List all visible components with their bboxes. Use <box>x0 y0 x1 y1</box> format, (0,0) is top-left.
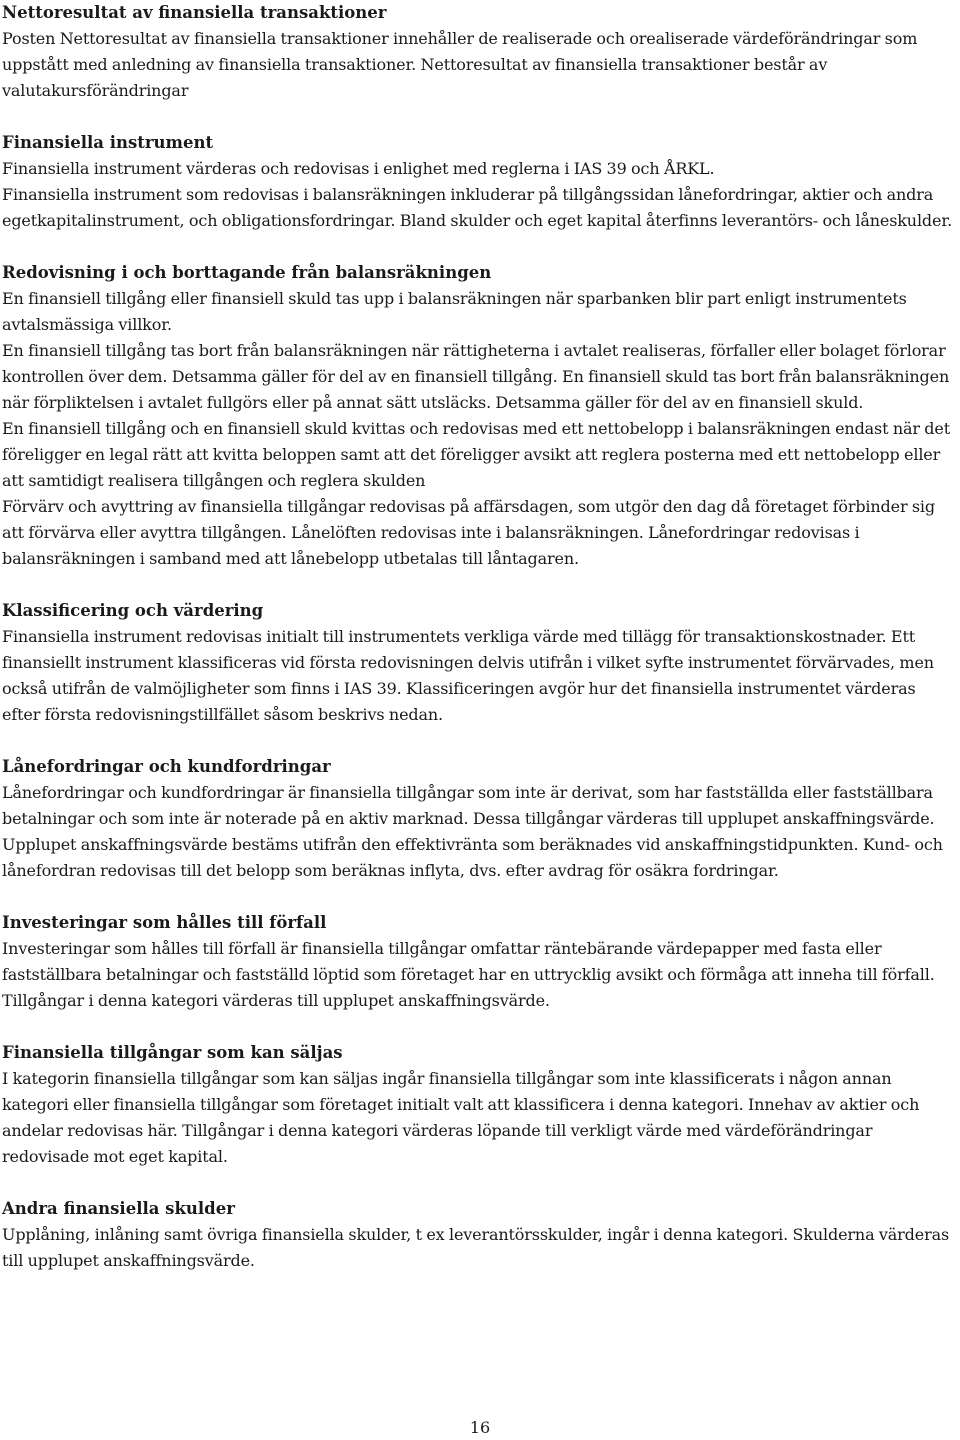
paragraph: Förvärv och avyttring av finansiella tillgångar redovisas på affärsdagen, som utgör den dag då företaget förbinder sig att förvärva eller avyttra tillgången. Lånelöften redovisas inte i balansräkningen. Lånefordringar redovisas i balansräkningen i samband med att lånebelopp utbetalas till låntagaren. <box>2 497 935 568</box>
section-heading: Finansiella instrument <box>2 133 214 152</box>
paragraph: Investeringar som hålles till förfall är finansiella tillgångar omfattar räntebärande värdepapper med fasta eller fastställbara betalningar och fastställd löptid som företaget har en uttrycklig avsikt och förmåga att inneha till förfall. Tillgångar i denna kategori värderas till upplupet anskaffningsvärde. <box>2 939 935 1010</box>
paragraph: I kategorin finansiella tillgångar som kan säljas ingår finansiella tillgångar som inte klassificerats i någon annan kategori eller finansiella tillgångar som företaget initialt valt att klassificera i denna kategori. Innehav av aktier och andelar redovisas här. Tillgångar i denna kategori värderas löpande till verkligt värde med värdeförändringar redovisade mot eget kapital. <box>2 1069 920 1166</box>
section-heading: Redovisning i och borttagande från balansräkningen <box>2 263 492 282</box>
paragraph: Finansiella instrument redovisas initialt till instrumentets verkliga värde med tillägg för transaktionskostnader. Ett finansiellt instrument klassificeras vid första redovisningen delvis utifrån i vilket syfte instrumentet förvärvades, men också utifrån de valmöjligheter som finns i IAS 39. Klassificeringen avgör hur det finansiella instrumentet värderas efter första redovisningstillfället såsom beskrivs nedan. <box>2 627 934 724</box>
paragraph: Posten Nettoresultat av finansiella transaktioner innehåller de realiserade och orealiserade värdeförändringar som uppstått med anledning av finansiella transaktioner. Nettoresultat av finansiella transaktioner består av valutakursförändringar <box>2 29 918 100</box>
section-heading: Finansiella tillgångar som kan säljas <box>2 1043 343 1062</box>
section-investeringar <box>2 910 954 1014</box>
section-heading: Nettoresultat av finansiella transaktioner <box>2 3 387 22</box>
paragraph: Finansiella instrument värderas och redovisas i enlighet med reglerna i IAS 39 och ÅRKL. <box>2 159 715 178</box>
section-nettoresultat <box>2 0 954 104</box>
section-klassificering <box>2 598 954 728</box>
paragraph: Lånefordringar och kundfordringar är finansiella tillgångar som inte är derivat, som har fastställda eller fastställbara betalningar och som inte är noterade på en aktiv marknad. Dessa tillgångar värderas till upplupet anskaffningsvärde. Upplupet anskaffningsvärde bestäms utifrån den effektivränta som beräknades vid anskaffningstidpunkten. Kund- och lånefordran redovisas till det belopp som beräknas inflyta, dvs. efter avdrag för osäkra fordringar. <box>2 783 943 880</box>
section-heading: Lånefordringar och kundfordringar <box>2 757 331 776</box>
section-tillgangar-som-kan-saljas <box>2 1040 954 1170</box>
paragraph: En finansiell tillgång eller finansiell skuld tas upp i balansräkningen när sparbanken blir part enligt instrumentets avtalsmässiga villkor. <box>2 289 907 334</box>
section-lanefordringar <box>2 754 954 884</box>
paragraph: Upplåning, inlåning samt övriga finansiella skulder, t ex leverantörsskulder, ingår i denna kategori. Skulderna värderas till upplupet anskaffningsvärde. <box>2 1225 950 1270</box>
section-heading: Andra finansiella skulder <box>2 1199 235 1218</box>
section-andra-skulder <box>2 1196 954 1274</box>
paragraph: Finansiella instrument som redovisas i balansräkningen inkluderar på tillgångssidan lånefordringar, aktier och andra egetkapitalinstrument, och obligationsfordringar. Bland skulder och eget kapital återfinns leverantörs- och låneskulder. <box>2 185 953 230</box>
section-heading: Investeringar som hålles till förfall <box>2 913 327 932</box>
page-number: 16 <box>469 1418 491 1437</box>
paragraph: En finansiell tillgång tas bort från balansräkningen när rättigheterna i avtalet realiseras, förfaller eller bolaget förlorar kontrollen över dem. Detsamma gäller för del av en finansiell tillgång. En finansiell skuld tas bort från balansräkningen när förpliktelsen i avtalet fullgörs eller på annat sätt utsläcks. Detsamma gäller för del av en finansiell skuld. <box>2 341 950 412</box>
section-redovisning <box>2 260 954 572</box>
section-heading: Klassificering och värdering <box>2 601 264 620</box>
paragraph: En finansiell tillgång och en finansiell skuld kvittas och redovisas med ett nettobelopp i balansräkningen endast när det föreligger en legal rätt att kvitta beloppen samt att det föreligger avsikt att reglera posterna med ett nettobelopp eller att samtidigt realisera tillgången och reglera skulden <box>2 419 950 490</box>
section-finansiella-instrument <box>2 130 954 234</box>
